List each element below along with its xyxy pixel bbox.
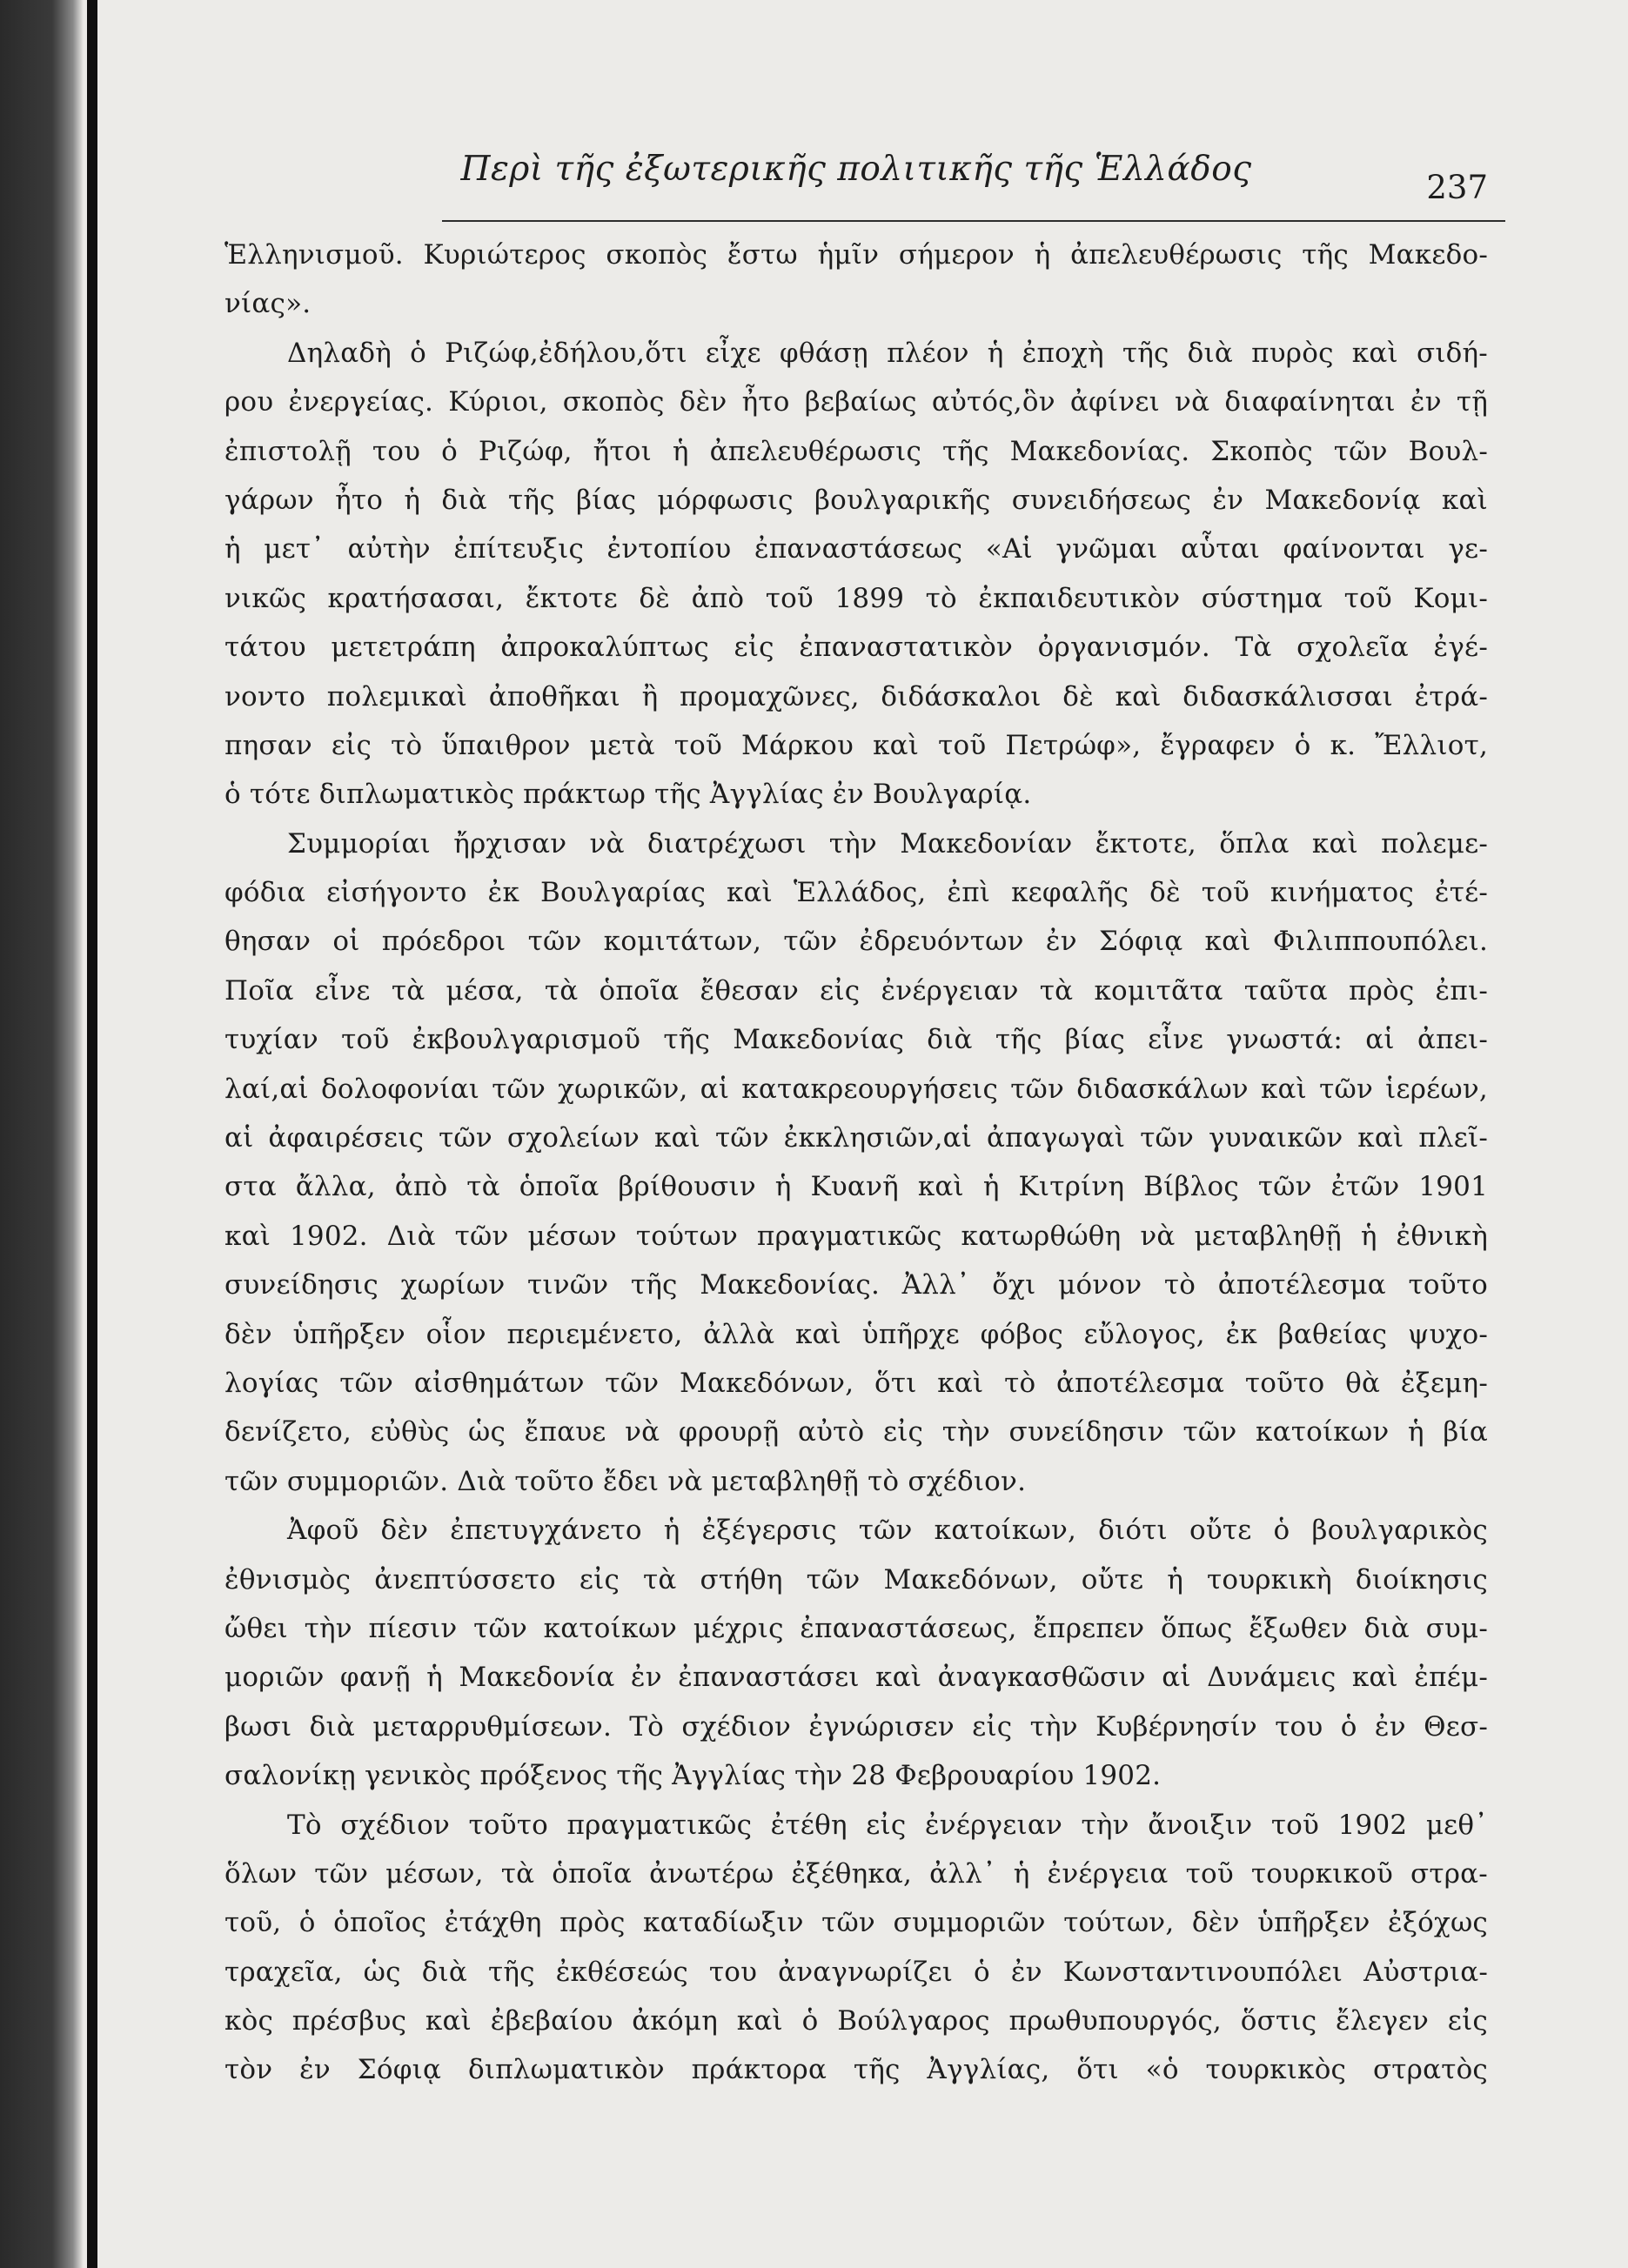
text-line: καὶ 1902. Διὰ τῶν μέσων τούτων πραγματικῶς κατωρθώθη νὰ μεταβληθῇ ἡ ἐθνικὴ [224,1220,1488,1252]
text-line: Δηλαδὴ ὁ Ριζώφ,ἐδήλου,ὅτι εἶχε φθάσῃ πλέον ἡ ἐποχὴ τῆς διὰ πυρὸς καὶ σιδή- [287,337,1488,369]
text-line: γάρων ἦτο ἡ διὰ τῆς βίας μόρφωσις βουλγαρικῆς συνειδήσεως ἐν Μακεδονίᾳ καὶ [224,484,1488,516]
page-number: 237 [1426,169,1488,206]
text-line: νίας». [224,288,312,320]
running-head: Περὶ τῆς ἐξωτερικῆς πολιτικῆς τῆς Ἑλλάδος [460,150,1252,189]
text-line: κὸς πρέσβυς καὶ ἐβεβαίου ἀκόμη καὶ ὁ Βούλγαρος πρωθυπουργός, ὅστις ἔλεγεν εἰς [224,2005,1488,2037]
text-line: λαί,αἱ δολοφονίαι τῶν χωρικῶν, αἱ κατακρεουργήσεις τῶν διδασκάλων καὶ τῶν ἱερέων, [224,1073,1488,1105]
text-line: τάτου μετετράπη ἀπροκαλύπτως εἰς ἐπαναστατικὸν ὀργανισμόν. Τὰ σχολεῖα ἐγέ- [224,632,1488,664]
text-line: τοῦ, ὁ ὁποῖος ἐτάχθη πρὸς καταδίωξιν τῶν συμμοριῶν τούτων, δὲν ὑπῆρξεν ἐξόχως [224,1907,1488,1939]
text-line: Συμμορίαι ἤρχισαν νὰ διατρέχωσι τὴν Μακεδονίαν ἔκτοτε, ὅπλα καὶ πολεμε- [287,827,1488,860]
book-page [224,130,1488,2086]
text-line: ὅλων τῶν μέσων, τὰ ὁποῖα ἀνωτέρω ἐξέθηκα, ἀλλ᾽ ἡ ἐνέργεια τοῦ τουρκικοῦ στρα- [224,1857,1488,1890]
book-spine-edge [87,0,97,2268]
text-line: ἐθνισμὸς ἀνεπτύσσετο εἰς τὰ στήθη τῶν Μακεδόνων, οὔτε ἡ τουρκικὴ διοίκησις [224,1563,1488,1596]
page-header [224,130,1488,206]
text-line: πησαν εἰς τὸ ὕπαιθρον μετὰ τοῦ Μάρκου καὶ τοῦ Πετρώφ», ἔγραφεν ὁ κ. Ἔλλιοτ, [224,729,1488,761]
text-line: τραχεῖα, ὡς διὰ τῆς ἐκθέσεώς του ἀναγνωρίζει ὁ ἐν Κωνσταντινουπόλει Αὐστρια- [224,1956,1488,1988]
text-line: στα ἄλλα, ἀπὸ τὰ ὁποῖα βρίθουσιν ἡ Κυανῆ καὶ ἡ Κιτρίνη Βίβλος τῶν ἐτῶν 1901 [224,1171,1488,1203]
text-line: σαλονίκῃ γενικὸς πρόξενος τῆς Ἀγγλίας τὴν 28 Φεβρουαρίου 1902. [224,1760,1162,1792]
text-line: νοντο πολεμικαὶ ἀποθῆκαι ἢ προμαχῶνες, διδάσκαλοι δὲ καὶ διδασκάλισσαι ἐτρά- [224,680,1488,713]
text-line: Τὸ σχέδιον τοῦτο πραγματικῶς ἐτέθη εἰς ἐνέργειαν τὴν ἄνοιξιν τοῦ 1902 μεθ᾽ [287,1809,1488,1841]
text-line: τῶν συμμοριῶν. Διὰ τοῦτο ἔδει νὰ μεταβληθῇ τὸ σχέδιον. [224,1465,1027,1497]
text-line: τυχίαν τοῦ ἐκβουλγαρισμοῦ τῆς Μακεδονίας διὰ τῆς βίας εἶνε γνωστά: αἱ ἀπει- [224,1024,1488,1056]
text-line: Ἑλληνισμοῦ. Κυριώτερος σκοπὸς ἔστω ἡμῖν σήμερον ἡ ἀπελευθέρωσις τῆς Μακεδο- [224,239,1488,271]
text-line: ὤθει τὴν πίεσιν τῶν κατοίκων μέχρις ἐπαναστάσεως, ἔπρεπεν ὅπως ἔξωθεν διὰ συμ- [224,1612,1488,1644]
text-line: φόδια εἰσήγοντο ἐκ Βουλγαρίας καὶ Ἑλλάδος, ἐπὶ κεφαλῆς δὲ τοῦ κινήματος ἐτέ- [224,877,1488,909]
text-line: νικῶς κρατήσασαι, ἔκτοτε δὲ ἀπὸ τοῦ 1899 τὸ ἐκπαιδευτικὸν σύστημα τοῦ Κομι- [224,582,1488,614]
text-line: Ποῖα εἶνε τὰ μέσα, τὰ ὁποῖα ἔθεσαν εἰς ἐνέργειαν τὰ κομιτᾶτα ταῦτα πρὸς ἐπι- [224,974,1488,1007]
text-line: ὁ τότε διπλωματικὸς πράκτωρ τῆς Ἀγγλίας ἐν Βουλγαρίᾳ. [224,779,1032,811]
body-text [224,231,1488,2095]
text-line: θησαν οἱ πρόεδροι τῶν κομιτάτων, τῶν ἐδρευόντων ἐν Σόφιᾳ καὶ Φιλιππουπόλει. [224,926,1488,958]
text-line: συνείδησις χωρίων τινῶν τῆς Μακεδονίας. Ἀλλ᾽ ὄχι μόνον τὸ ἀποτέλεσμα τοῦτο [224,1269,1488,1301]
text-line: ἐπιστολῇ του ὁ Ριζώφ, ἤτοι ἡ ἀπελευθέρωσις τῆς Μακεδονίας. Σκοπὸς τῶν Βουλ- [224,435,1488,467]
text-line: ἡ μετ᾽ αὐτὴν ἐπίτευξις ἐντοπίου ἐπαναστάσεως «Αἱ γνῶμαι αὗται φαίνονται γε- [224,533,1488,565]
text-line: αἱ ἀφαιρέσεις τῶν σχολείων καὶ τῶν ἐκκλησιῶν,αἱ ἀπαγωγαὶ τῶν γυναικῶν καὶ πλεῖ- [224,1122,1488,1154]
text-line: μοριῶν φανῇ ἡ Μακεδονία ἐν ἐπαναστάσει καὶ ἀναγκασθῶσιν αἱ Δυνάμεις καὶ ἐπέμ- [224,1662,1488,1694]
header-rule [442,220,1505,222]
text-line: δὲν ὑπῆρξεν οἷον περιεμένετο, ἀλλὰ καὶ ὑπῆρχε φόβος εὔλογος, ἐκ βαθείας ψυχο- [224,1318,1488,1350]
text-line: ρου ἐνεργείας. Κύριοι, σκοπὸς δὲν ἦτο βεβαίως αὐτός,ὃν ἀφίνει νὰ διαφαίνηται ἐν τῇ [224,386,1488,418]
book-binding-shadow [0,0,84,2268]
text-line: λογίας τῶν αἰσθημάτων τῶν Μακεδόνων, ὅτι καὶ τὸ ἀποτέλεσμα τοῦτο θὰ ἐξεμη- [224,1367,1488,1399]
text-line: βωσι διὰ μεταρρυθμίσεων. Τὸ σχέδιον ἐγνώρισεν εἰς τὴν Κυβέρνησίν του ὁ ἐν Θεσ- [224,1710,1488,1743]
text-line: Ἀφοῦ δὲν ἐπετυγχάνετο ἡ ἐξέγερσις τῶν κατοίκων, διότι οὔτε ὁ βουλγαρικὸς [287,1515,1488,1547]
text-line: τὸν ἐν Σόφιᾳ διπλωματικὸν πράκτορα τῆς Ἀγγλίας, ὅτι «ὁ τουρκικὸς στρατὸς [224,2054,1488,2086]
text-line: δενίζετο, εὐθὺς ὡς ἔπαυε νὰ φρουρῇ αὐτὸ εἰς τὴν συνείδησιν τῶν κατοίκων ἡ βία [224,1416,1488,1448]
